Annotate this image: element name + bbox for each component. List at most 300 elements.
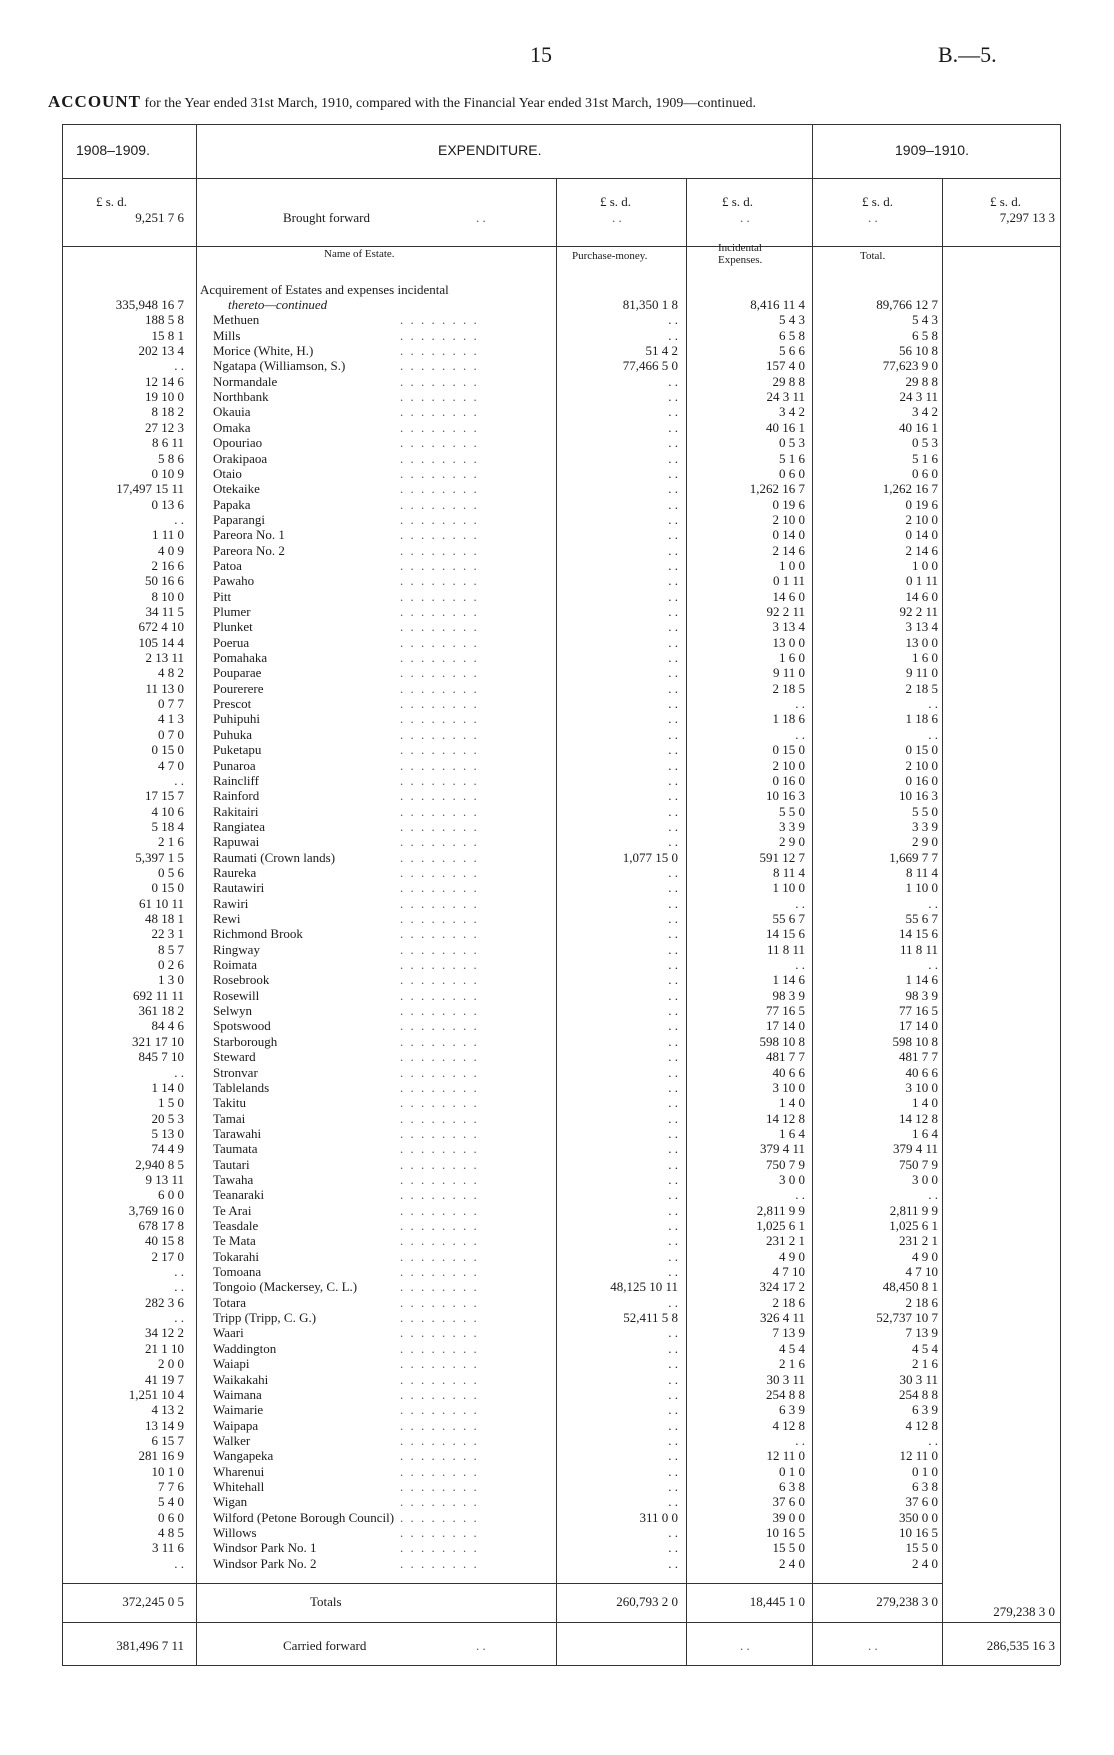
incidental-expenses: 3 13 4 [772, 619, 805, 635]
estate-name: Opouriao [213, 435, 263, 451]
prev-year-amount: 5,397 1 5 [135, 849, 184, 865]
total-amount: 2 18 6 [905, 1294, 938, 1310]
leader-dots: . . . . . . . . [400, 619, 479, 635]
table-row [0, 481, 1114, 496]
estate-name: Tablelands [213, 1079, 270, 1095]
incidental-expenses: 1 18 6 [772, 711, 805, 727]
total-amount: 2,811 9 9 [889, 1202, 938, 1218]
incidental-expenses: 1,025 6 1 [756, 1218, 805, 1233]
estate-name: Ringway [213, 941, 260, 957]
estate-name: Wilford (Petone Borough Council) [213, 1509, 395, 1525]
incidental-expenses: 10 16 5 [766, 1525, 805, 1540]
estate-name: Steward [213, 1049, 256, 1065]
table-row [0, 374, 1114, 389]
purchase-money: . . [668, 650, 678, 666]
total-amount: 30 3 11 [899, 1371, 938, 1387]
prev-year-amount: 48 18 1 [145, 911, 184, 926]
prev-year-amount: 321 17 10 [132, 1033, 184, 1049]
incidental-expenses: 3 0 0 [779, 1171, 805, 1187]
prev-year-amount: 0 7 7 [158, 696, 184, 712]
incidental-expenses: 39 0 0 [772, 1509, 805, 1525]
estate-name: Otekaike [213, 481, 260, 497]
right-year-header: 1909–1910. [895, 142, 969, 158]
estate-name: Rapuwai [213, 834, 260, 850]
incidental-expenses: 10 16 3 [766, 788, 805, 804]
table-row [0, 1157, 1114, 1172]
prev-year-amount: 50 16 6 [145, 573, 184, 589]
incidental-expenses: 6 3 8 [779, 1478, 805, 1494]
prev-year-amount: 5 4 0 [158, 1494, 184, 1510]
purchase-money: . . [668, 557, 678, 573]
prev-year-amount: 1 14 0 [151, 1079, 184, 1095]
purchase-money: . . [668, 527, 678, 543]
table-row [0, 1233, 1114, 1248]
purchase-money: . . [668, 404, 678, 420]
prev-year-amount: 4 7 0 [158, 757, 184, 773]
total-amount: 0 16 0 [905, 772, 938, 788]
incidental-expenses: 0 16 0 [772, 772, 805, 788]
estate-name: Punaroa [213, 757, 256, 773]
leader-dots: . . . . . . . . [400, 1187, 479, 1203]
carried-forward-total-dots: . . [868, 1638, 878, 1653]
incidental-expenses: 3 4 2 [779, 404, 805, 420]
incidental-expenses: 6 5 8 [779, 327, 805, 343]
leader-dots: . . . . . . . . [400, 435, 479, 451]
estate-name: Pawaho [213, 573, 255, 589]
leader-dots: . . . . . . . . [400, 1279, 479, 1295]
prev-year-amount: 202 13 4 [138, 343, 184, 359]
carried-forward-dots: . . [476, 1638, 486, 1653]
total-amount: 4 5 4 [912, 1340, 938, 1356]
table-row [0, 558, 1114, 573]
prev-year-amount: 0 13 6 [151, 496, 184, 512]
estate-name: Waikakahi [213, 1371, 269, 1387]
incidental-expenses: 1 14 6 [772, 972, 805, 988]
incidental-expenses: 326 4 11 [759, 1310, 805, 1326]
totals-incidental: 18,445 1 0 [749, 1594, 805, 1609]
incidental-expenses: 2 10 0 [772, 757, 805, 773]
estate-name: Morice (White, H.) [213, 343, 314, 359]
prev-year-amount: . . [174, 772, 184, 788]
incidental-expenses: 14 15 6 [766, 926, 805, 942]
purchase-money: . . [668, 312, 678, 328]
left-year-header: 1908–1909. [76, 142, 150, 158]
leader-dots: . . . . . . . . [400, 1294, 479, 1310]
prev-year-amount: 8 10 0 [151, 588, 184, 604]
prev-year-amount: 12 14 6 [145, 373, 184, 389]
table-row [0, 1448, 1114, 1463]
total-amount: 52,737 10 7 [876, 1310, 938, 1326]
estate-name: Tripp (Tripp, C. G.) [213, 1310, 317, 1326]
leader-dots: . . . . . . . . [400, 404, 479, 420]
incidental-expenses: 2 14 6 [772, 542, 805, 558]
purchase-money: 311 0 0 [639, 1509, 678, 1525]
purchase-money: . . [668, 435, 678, 451]
total-amount: 14 15 6 [899, 926, 938, 942]
estate-name: Whitehall [213, 1478, 265, 1494]
prev-year-amount: 40 15 8 [145, 1233, 184, 1249]
totals-right: 279,238 3 0 [993, 1604, 1055, 1619]
table-row [0, 711, 1114, 726]
table-row [0, 1034, 1114, 1049]
leader-dots: . . . . . . . . [400, 1494, 479, 1510]
incidental-expenses: 2 18 6 [772, 1294, 805, 1310]
estate-name: Roimata [213, 957, 258, 973]
leader-dots: . . . . . . . . [400, 1233, 479, 1249]
incidental-expenses: 3 3 9 [779, 818, 805, 834]
purchase-money: . . [668, 680, 678, 696]
estate-name: Windsor Park No. 2 [213, 1555, 317, 1571]
purchase-money: . . [668, 803, 678, 819]
total-amount: 1,262 16 7 [882, 481, 938, 497]
total-amount: 2 9 0 [912, 834, 938, 850]
leader-dots: . . . . . . . . [400, 864, 479, 880]
total-amount: 2 10 0 [905, 757, 938, 773]
leader-dots: . . . . . . . . [400, 465, 479, 481]
table-row [0, 573, 1114, 588]
totals-prev: 372,245 0 5 [122, 1594, 184, 1609]
incidental-expenses: 77 16 5 [766, 1003, 805, 1019]
leader-dots: . . . . . . . . [400, 312, 479, 328]
page-number: 15 [530, 42, 552, 67]
total-amount: 8 11 4 [905, 864, 938, 880]
incidental-expenses: 17 14 0 [766, 1018, 805, 1034]
prev-year-amount: 1,251 10 4 [128, 1386, 184, 1402]
total-amount: 56 10 8 [899, 343, 938, 359]
purchase-money: . . [668, 1478, 678, 1494]
estate-name: Tarawahi [213, 1125, 262, 1141]
purchase-money: . . [668, 772, 678, 788]
incidental-expenses: 2 18 5 [772, 680, 805, 696]
purchase-money: . . [668, 389, 678, 405]
purchase-money: . . [668, 1110, 678, 1126]
prev-year-amount: 4 13 2 [151, 1402, 184, 1418]
table-row [0, 1049, 1114, 1064]
purchase-money: . . [668, 1555, 678, 1571]
table-row [0, 312, 1114, 327]
leader-dots: . . . . . . . . [400, 1555, 479, 1571]
prev-year-amount: 0 7 0 [158, 726, 184, 742]
prev-year-amount: 672 4 10 [138, 619, 184, 635]
leader-dots: . . . . . . . . [400, 680, 479, 696]
leader-dots: . . . . . . . . [400, 849, 479, 865]
purchase-money: . . [668, 1171, 678, 1187]
estate-name: Selwyn [213, 1003, 252, 1019]
prev-year-amount: 5 18 4 [151, 818, 184, 834]
leader-dots: . . . . . . . . [400, 481, 479, 497]
table-row [0, 1464, 1114, 1479]
table-row [0, 696, 1114, 711]
estate-name: Omaka [213, 419, 251, 435]
purchase-money: . . [668, 1233, 678, 1249]
estate-name: Spotswood [213, 1018, 271, 1034]
table-row [0, 404, 1114, 419]
prev-year-amount: 27 12 3 [145, 419, 184, 435]
total-amount: 14 6 0 [905, 588, 938, 604]
table-row [0, 834, 1114, 849]
estate-name: Paparangi [213, 511, 265, 527]
estate-name: Wangapeka [213, 1448, 274, 1464]
estate-name: Pareora No. 2 [213, 542, 285, 558]
incidental-expenses: 24 3 11 [766, 389, 805, 405]
prev-year-amount: 188 5 8 [145, 312, 184, 328]
estate-name: Methuen [213, 312, 260, 328]
incidental-expenses: 157 4 0 [766, 358, 805, 374]
prev-year-amount: 0 5 6 [158, 864, 184, 880]
total-amount: 1,025 6 1 [889, 1218, 938, 1233]
table-row [0, 1325, 1114, 1340]
leader-dots: . . . . . . . . [400, 834, 479, 850]
leader-dots: . . . . . . . . [400, 1003, 479, 1019]
leader-dots: . . . . . . . . [400, 358, 479, 374]
leader-dots: . . . . . . . . [400, 1110, 479, 1126]
total-amount: 3 13 4 [905, 619, 938, 635]
leader-dots: . . . . . . . . [400, 588, 479, 604]
estate-name: Otaio [213, 465, 242, 481]
estate-name: Rangiatea [213, 818, 265, 834]
table-row [0, 1080, 1114, 1095]
estate-name: Tokarahi [213, 1248, 260, 1264]
total-amount: 379 4 11 [892, 1141, 938, 1157]
incidental-expenses: 5 1 6 [779, 450, 805, 466]
estate-name: Raincliff [213, 772, 259, 788]
purchase-money: . . [668, 696, 678, 712]
purchase-money: . . [668, 757, 678, 773]
leader-dots: . . . . . . . . [400, 1386, 479, 1402]
estate-name: Northbank [213, 389, 269, 405]
total-amount: 5 4 3 [912, 312, 938, 328]
incidental-expenses: 14 6 0 [772, 588, 805, 604]
purchase-money: . . [668, 1494, 678, 1510]
incidental-expenses: 8,416 11 4 [750, 297, 805, 312]
estate-name: Rawiri [213, 895, 249, 911]
table-row [0, 527, 1114, 542]
table-row [0, 988, 1114, 1003]
brought-forward-total-dots: . . [868, 210, 878, 225]
prev-year-amount: 15 8 1 [151, 327, 184, 343]
table-row [0, 804, 1114, 819]
leader-dots: . . . . . . . . [400, 650, 479, 666]
incidental-expenses: 598 10 8 [759, 1033, 805, 1049]
total-amount: 77,623 9 0 [882, 358, 938, 374]
purchase-money: . . [668, 496, 678, 512]
purchase-money: . . [668, 450, 678, 466]
prev-year-amount: . . [174, 511, 184, 527]
purchase-money: . . [668, 511, 678, 527]
table-row [0, 1372, 1114, 1387]
leader-dots: . . . . . . . . [400, 1371, 479, 1387]
purchase-money: . . [668, 818, 678, 834]
purchase-money: . . [668, 1540, 678, 1556]
purchase-money: . . [668, 588, 678, 604]
table-row [0, 1218, 1114, 1233]
estate-name: Plunket [213, 619, 253, 635]
estate-name: Puhuka [213, 726, 252, 742]
total-amount: 55 6 7 [905, 911, 938, 926]
purchase-money: . . [668, 1079, 678, 1095]
table-row [0, 1341, 1114, 1356]
leader-dots: . . . . . . . . [400, 1402, 479, 1418]
purchase-money: . . [668, 1049, 678, 1065]
total-amount: 598 10 8 [892, 1033, 938, 1049]
total-amount: 750 7 9 [899, 1156, 938, 1172]
prev-year-amount: 3 11 6 [151, 1540, 184, 1556]
prev-year-amount: 105 14 4 [138, 634, 184, 650]
estate-name: Tamai [213, 1110, 246, 1126]
total-amount: 1 10 0 [905, 880, 938, 896]
total-amount: 0 5 3 [912, 435, 938, 451]
table-row [0, 880, 1114, 895]
table-row [0, 865, 1114, 880]
leader-dots: . . . . . . . . [400, 665, 479, 681]
total-amount: 2 14 6 [905, 542, 938, 558]
table-row [0, 758, 1114, 773]
incidental-expenses: 1,262 16 7 [749, 481, 805, 497]
total-amount: 40 16 1 [899, 419, 938, 435]
total-amount: 89,766 12 7 [876, 297, 938, 312]
prev-year-amount: 281 16 9 [138, 1448, 184, 1464]
leader-dots: . . . . . . . . [400, 1432, 479, 1448]
total-amount: 48,450 8 1 [882, 1279, 938, 1295]
table-row [0, 1433, 1114, 1448]
table-row [0, 297, 1114, 312]
incidental-expenses: 5 5 0 [779, 803, 805, 819]
total-amount: . . [928, 895, 938, 911]
leader-dots: . . . . . . . . [400, 1202, 479, 1218]
page-reference: B.—5. [938, 42, 997, 67]
total-amount: . . [928, 726, 938, 742]
leader-dots: . . . . . . . . [400, 1264, 479, 1280]
prev-year-amount: 34 11 5 [145, 604, 184, 619]
estate-name: Teanaraki [213, 1187, 265, 1203]
leader-dots: . . . . . . . . [400, 818, 479, 834]
purchase-money: . . [668, 1064, 678, 1080]
expenses-header: Expenses. [718, 254, 763, 266]
incidental-expenses: 11 8 11 [766, 941, 805, 957]
total-amount: 3 10 0 [905, 1079, 938, 1095]
table-row [0, 435, 1114, 450]
prev-year-amount: 6 0 0 [158, 1187, 184, 1203]
estate-name: Poerua [213, 634, 250, 650]
prev-year-amount: 5 8 6 [158, 450, 184, 466]
purchase-money: . . [668, 634, 678, 650]
leader-dots: . . . . . . . . [400, 343, 479, 359]
incidental-expenses: 9 11 0 [772, 665, 805, 681]
prev-year-amount: 41 19 7 [145, 1371, 184, 1387]
table-row [0, 1556, 1114, 1571]
total-amount: 1,669 7 7 [889, 849, 938, 865]
purchase-money: . . [668, 742, 678, 758]
leader-dots: . . . . . . . . [400, 696, 479, 712]
total-amount: 15 5 0 [905, 1540, 938, 1556]
leader-dots: . . . . . . . . [400, 941, 479, 957]
incidental-expenses: 1 6 4 [779, 1125, 805, 1141]
table-row [0, 773, 1114, 788]
purchase-money: 48,125 10 11 [610, 1279, 678, 1295]
table-row [0, 512, 1114, 527]
incidental-expenses: 2 1 6 [779, 1356, 805, 1372]
purchase-money: . . [668, 1125, 678, 1141]
table-row [0, 1264, 1114, 1279]
purchase-money: . . [668, 542, 678, 558]
prev-year-amount: 2,940 8 5 [135, 1156, 184, 1172]
estate-name: Rainford [213, 788, 260, 804]
total-amount: 17 14 0 [899, 1018, 938, 1034]
prev-year-amount: 4 1 3 [158, 711, 184, 727]
leader-dots: . . . . . . . . [400, 711, 479, 727]
total-amount: . . [928, 957, 938, 973]
table-row [0, 1387, 1114, 1402]
prev-year-amount: 692 11 11 [132, 987, 184, 1003]
prev-year-amount: . . [174, 1310, 184, 1326]
prev-year-amount: 61 10 11 [138, 895, 184, 911]
estate-name: Stronvar [213, 1064, 258, 1080]
estate-name: Richmond Brook [213, 926, 303, 942]
carried-forward-right: 286,535 16 3 [986, 1638, 1055, 1653]
total-amount: 12 11 0 [899, 1448, 938, 1464]
total-amount: 1 4 0 [912, 1095, 938, 1111]
estate-name: Tomoana [213, 1264, 262, 1280]
table-row [0, 896, 1114, 911]
leader-dots: . . . . . . . . [400, 604, 479, 619]
prev-year-amount: 0 15 0 [151, 742, 184, 758]
total-amount: 10 16 5 [899, 1525, 938, 1540]
table-row [0, 819, 1114, 834]
table-row [0, 942, 1114, 957]
estate-name: Tongoio (Mackersey, C. L.) [213, 1279, 358, 1295]
incidental-expenses: 0 14 0 [772, 527, 805, 543]
table-row [0, 788, 1114, 803]
total-amount: . . [928, 1187, 938, 1203]
prev-year-amount: 0 10 9 [151, 465, 184, 481]
prev-year-amount: 1 11 0 [151, 527, 184, 543]
purchase-money: 52,411 5 8 [623, 1310, 678, 1326]
total-amount: 9 11 0 [905, 665, 938, 681]
estate-name: Willows [213, 1525, 257, 1540]
table-row [0, 1525, 1114, 1540]
table-row [0, 911, 1114, 926]
total-amount: 1 0 0 [912, 557, 938, 573]
estate-name: Rewi [213, 911, 241, 926]
leader-dots: . . . . . . . . [400, 911, 479, 926]
purchase-money-header: Purchase-money. [572, 250, 648, 262]
prev-year-amount: 19 10 0 [145, 389, 184, 405]
incidental-expenses: 2 9 0 [779, 834, 805, 850]
leader-dots: . . . . . . . . [400, 1018, 479, 1034]
estate-name: Starborough [213, 1033, 278, 1049]
estate-name: Rosewill [213, 987, 260, 1003]
estate-name: Papaka [213, 496, 251, 512]
brought-forward-prev: 9,251 7 6 [135, 210, 184, 225]
leader-dots: . . . . . . . . [400, 772, 479, 788]
incidental-expenses: 0 1 0 [779, 1463, 805, 1479]
incidental-expenses: 37 6 0 [772, 1494, 805, 1510]
table-row [0, 1126, 1114, 1141]
total-amount: 1 6 0 [912, 650, 938, 666]
table-row [0, 1510, 1114, 1525]
account-title [48, 92, 756, 112]
purchase-money: . . [668, 972, 678, 988]
incidental-expenses: 0 6 0 [779, 465, 805, 481]
leader-dots: . . . . . . . . [400, 1325, 479, 1341]
brought-forward-purchase-dots: . . [612, 210, 622, 225]
estate-name: Pitt [213, 588, 232, 604]
prev-year-amount: 3,769 16 0 [128, 1202, 184, 1218]
table-row [0, 343, 1114, 358]
table-row [0, 1065, 1114, 1080]
prev-year-amount: 2 17 0 [151, 1248, 184, 1264]
table-row [0, 1111, 1114, 1126]
